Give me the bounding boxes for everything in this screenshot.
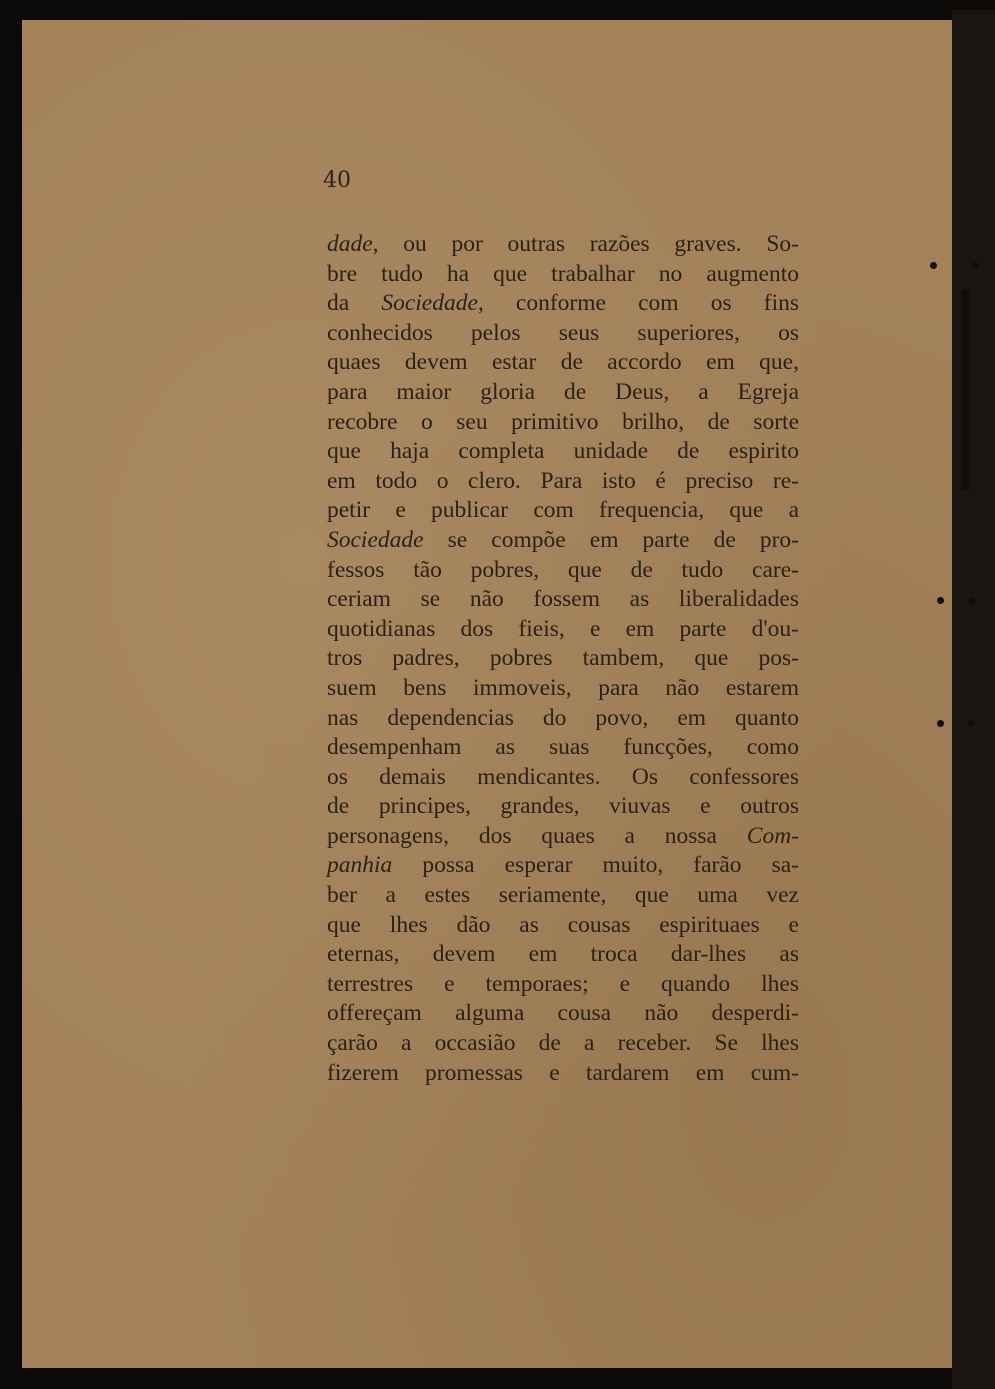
margin-dot — [968, 597, 975, 604]
text-segment: os demais mendicantes. Os confessores — [327, 763, 799, 790]
text-line — [327, 408, 799, 438]
text-line — [327, 851, 799, 881]
text-segment: fizerem promessas e tardarem em cum- — [327, 1059, 799, 1086]
text-line — [327, 437, 799, 467]
text-line — [327, 674, 799, 704]
text-line — [327, 792, 799, 822]
text-line — [327, 260, 799, 290]
text-segment: para maior gloria de Deus, a Egreja — [327, 378, 799, 405]
page-edge-strip — [952, 10, 995, 1389]
text-segment: bre tudo ha que trabalhar no augmento — [327, 260, 799, 287]
page-number: 40 — [323, 168, 351, 193]
text-line — [327, 556, 799, 586]
text-line — [327, 940, 799, 970]
margin-dot — [968, 720, 975, 727]
text-segment: tros padres, pobres tambem, que pos- — [327, 645, 799, 672]
text-segment: offereçam alguma cousa não desperdi- — [327, 1000, 799, 1027]
text-line — [327, 881, 799, 911]
text-line — [327, 289, 799, 319]
text-segment: que haja completa unidade de espirito — [327, 438, 799, 465]
text-segment: recobre o seu primitivo brilho, de sorte — [327, 408, 799, 435]
text-segment: ou por outras razões graves. So- — [378, 231, 799, 257]
text-line — [327, 911, 799, 941]
text-segment: fessos tão pobres, que de tudo care- — [327, 556, 799, 583]
text-segment: se compõe em parte de pro- — [423, 526, 799, 553]
text-segment: em todo o clero. Para isto é preciso re- — [327, 467, 799, 494]
text-line — [327, 585, 799, 615]
text-segment: suem bens immoveis, para não estarem — [327, 674, 799, 701]
text-line — [327, 496, 799, 526]
text-segment: ceriam se não fossem as liberalidades — [327, 586, 799, 613]
text-segment: de principes, grandes, viuvas e outros — [327, 793, 799, 820]
text-segment: ber a estes seriamente, que uma vez — [327, 882, 799, 909]
margin-dot — [937, 720, 944, 727]
italic-segment: dade, — [327, 231, 379, 257]
text-segment: petir e publicar com frequencia, que a — [327, 497, 799, 524]
text-line — [327, 319, 799, 349]
margin-dot — [937, 597, 944, 604]
text-line — [327, 526, 799, 556]
body-text — [327, 230, 799, 1088]
text-segment: personagens, dos quaes a nossa — [327, 822, 747, 849]
italic-segment: Sociedade — [327, 526, 424, 553]
text-segment: conforme com os fins — [483, 290, 799, 317]
text-line — [327, 378, 799, 408]
text-line — [327, 733, 799, 763]
text-segment: çarão a occasião de a receber. Se lhes — [327, 1030, 799, 1057]
text-line — [327, 970, 799, 1000]
text-segment: desempenham as suas funcções, como — [327, 734, 799, 761]
text-segment: terrestres e temporaes; e quando lhes — [327, 970, 799, 997]
italic-segment: panhia — [327, 852, 393, 879]
text-line — [327, 467, 799, 497]
text-line — [327, 763, 799, 793]
text-line — [327, 615, 799, 645]
italic-segment: Sociedade, — [381, 290, 484, 317]
text-line — [327, 1029, 799, 1059]
text-segment: da — [327, 290, 382, 317]
text-line — [327, 644, 799, 674]
text-line — [327, 1059, 799, 1089]
text-line — [327, 999, 799, 1029]
margin-dot — [972, 262, 979, 269]
margin-dot — [930, 262, 937, 269]
text-segment: nas dependencias do povo, em quanto — [327, 704, 799, 731]
text-line — [327, 230, 799, 260]
text-line — [327, 822, 799, 852]
text-segment: que lhes dão as cousas espirituaes e — [327, 911, 799, 938]
text-segment: eternas, devem em troca dar-lhes as — [327, 941, 799, 968]
text-segment: quotidianas dos fieis, e em parte d'ou- — [327, 615, 799, 642]
text-segment: quaes devem estar de accordo em que, — [327, 349, 799, 376]
italic-segment: Com- — [746, 822, 799, 849]
margin-bookmark-mark — [961, 290, 969, 490]
text-line — [327, 704, 799, 734]
text-segment: conhecidos pelos seus superiores, os — [327, 319, 799, 346]
text-line — [327, 348, 799, 378]
text-segment: possa esperar muito, farão sa- — [392, 852, 799, 879]
